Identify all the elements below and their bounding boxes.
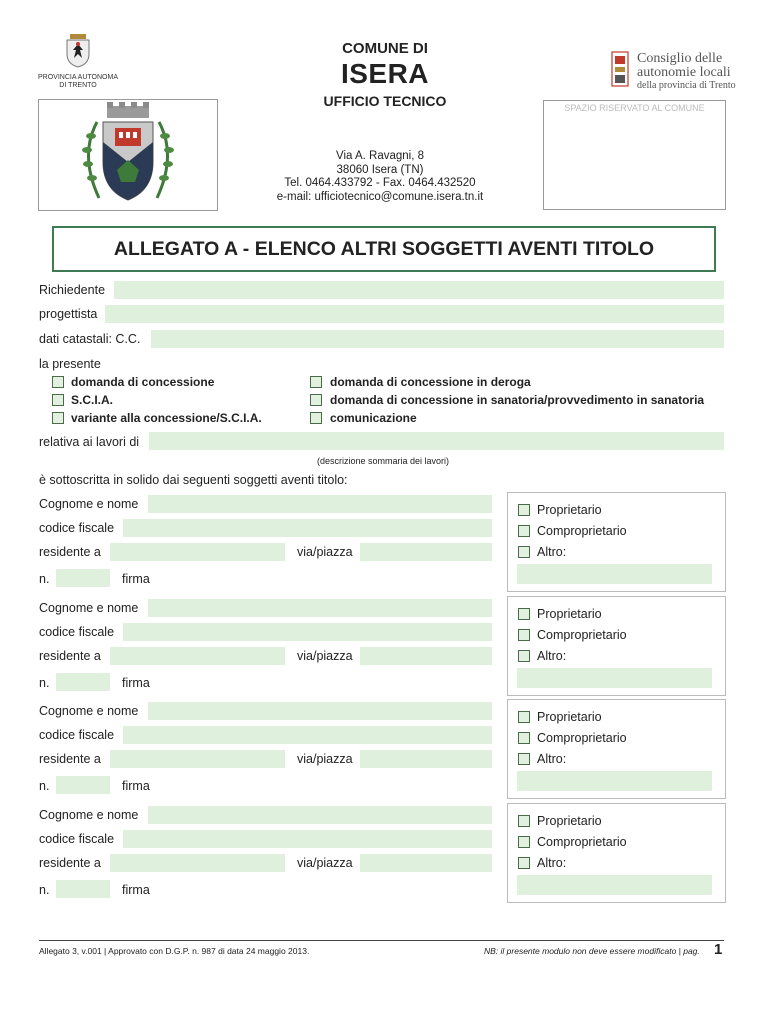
checkbox-comproprietario[interactable] [518,525,530,537]
checkbox-proprietario[interactable] [518,504,530,516]
cognome-label: Cognome e nome [39,601,139,615]
title-box [52,226,716,272]
comune-logo-box [38,99,218,211]
altro-field[interactable] [517,771,712,791]
reserved-box [543,100,726,210]
role-comproprietario: Comproprietario [537,731,627,745]
via-piazza-label: via/piazza [297,752,353,766]
role-proprietario: Proprietario [537,607,602,621]
firma-label: firma [122,883,150,897]
progettista-field[interactable] [105,305,724,323]
role-proprietario: Proprietario [537,710,602,724]
richiedente-field[interactable] [114,281,724,299]
codice-fiscale-field[interactable] [123,519,492,537]
role-altro: Altro: [537,545,567,559]
residente-label: residente a [39,752,101,766]
checkbox-comunicazione[interactable] [310,412,322,424]
checkbox-proprietario[interactable] [518,711,530,723]
altro-field[interactable] [517,668,712,688]
checkbox-sanatoria[interactable] [310,394,322,406]
numero-label: n. [39,572,50,586]
address-block: Via A. Ravagni, 8 38060 Isera (TN) Tel. 0464.433792 - Fax. 0464.432520 e-mail: ufficiotecnico@comune.isera.tn.it [276,150,484,203]
checkbox-variante[interactable] [52,412,64,424]
la-presente-label: la presente [39,357,101,371]
cognome-field[interactable] [148,599,492,617]
cognome-label: Cognome e nome [39,704,139,718]
codice-fiscale-field[interactable] [123,830,492,848]
checkbox-altro[interactable] [518,650,530,662]
role-proprietario: Proprietario [537,503,602,517]
checkbox-altro[interactable] [518,753,530,765]
role-proprietario: Proprietario [537,814,602,828]
comune-di-label: COMUNE DI [342,40,428,57]
numero-field[interactable] [56,673,110,691]
residente-field[interactable] [110,647,285,665]
council-logo-icon [610,50,630,88]
page-title: ALLEGATO A - ELENCO ALTRI SOGGETTI AVENTI TITOLO [113,238,655,260]
checkbox-proprietario[interactable] [518,608,530,620]
cognome-field[interactable] [148,702,492,720]
residente-field[interactable] [110,750,285,768]
footer-approval: Allegato 3, v.001 | Approvato con D.G.P. n. 987 di data 24 maggio 2013. [39,946,310,956]
page-number: 1 [714,941,723,958]
codice-fiscale-label: codice fiscale [39,521,115,535]
isera-coat-of-arms-icon [39,100,217,210]
numero-label: n. [39,779,50,793]
checkbox-comproprietario[interactable] [518,836,530,848]
province-name: PROVINCIA AUTONOMA DI TRENTO [38,74,118,89]
progettista-label: progettista [39,307,98,321]
relativa-label: relativa ai lavori di [39,435,140,449]
numero-label: n. [39,883,50,897]
altro-field[interactable] [517,564,712,584]
numero-field[interactable] [56,569,110,587]
via-piazza-field[interactable] [360,750,492,768]
numero-label: n. [39,676,50,690]
checkbox-domanda-concessione[interactable] [52,376,64,388]
residente-label: residente a [39,856,101,870]
residente-field[interactable] [110,854,285,872]
firma-label: firma [122,676,150,690]
checkbox-concessione-deroga[interactable] [310,376,322,388]
provincia-crest-icon [64,32,92,68]
role-comproprietario: Comproprietario [537,524,627,538]
numero-field[interactable] [56,880,110,898]
residente-label: residente a [39,545,101,559]
reserved-label: SPAZIO RISERVATO AL COMUNE [564,103,705,113]
cognome-field[interactable] [148,495,492,513]
codice-fiscale-field[interactable] [123,623,492,641]
council-name: Consiglio delle autonomie locali della provincia di Trento [637,51,736,91]
option-sanatoria: domanda di concessione in sanatoria/provvedimento in sanatoria [330,393,705,407]
office-name: UFFICIO TECNICO [323,93,447,109]
footer-note: NB: il presente modulo non deve essere modificato | pag. [484,946,700,956]
role-altro: Altro: [537,649,567,663]
residente-label: residente a [39,649,101,663]
catastali-label: dati catastali: C.C. [39,332,141,346]
via-piazza-label: via/piazza [297,856,353,870]
altro-field[interactable] [517,875,712,895]
option-concessione-deroga: domanda di concessione in deroga [330,375,531,389]
checkbox-proprietario[interactable] [518,815,530,827]
via-piazza-field[interactable] [360,854,492,872]
descrizione-hint: (descrizione sommaria dei lavori) [317,456,450,466]
firma-label: firma [122,572,150,586]
role-altro: Altro: [537,856,567,870]
cognome-label: Cognome e nome [39,497,139,511]
sottoscritta-label: è sottoscritta in solido dai seguenti soggetti aventi titolo: [39,473,348,487]
codice-fiscale-field[interactable] [123,726,492,744]
codice-fiscale-label: codice fiscale [39,832,115,846]
checkbox-altro[interactable] [518,546,530,558]
via-piazza-field[interactable] [360,647,492,665]
cognome-label: Cognome e nome [39,808,139,822]
numero-field[interactable] [56,776,110,794]
via-piazza-label: via/piazza [297,545,353,559]
option-domanda-concessione: domanda di concessione [71,375,215,389]
catastali-field[interactable] [151,330,724,348]
relativa-field[interactable] [149,432,724,450]
checkbox-comproprietario[interactable] [518,732,530,744]
checkbox-altro[interactable] [518,857,530,869]
codice-fiscale-label: codice fiscale [39,728,115,742]
checkbox-scia[interactable] [52,394,64,406]
town-name: ISERA [340,58,430,89]
role-comproprietario: Comproprietario [537,835,627,849]
checkbox-comproprietario[interactable] [518,629,530,641]
cognome-field[interactable] [148,806,492,824]
role-altro: Altro: [537,752,567,766]
option-scia: S.C.I.A. [71,393,114,407]
via-piazza-label: via/piazza [297,649,353,663]
role-comproprietario: Comproprietario [537,628,627,642]
richiedente-label: Richiedente [39,283,106,297]
via-piazza-field[interactable] [360,543,492,561]
option-comunicazione: comunicazione [330,411,417,425]
footer-line [39,940,724,941]
firma-label: firma [122,779,150,793]
codice-fiscale-label: codice fiscale [39,625,115,639]
option-variante: variante alla concessione/S.C.I.A. [71,411,262,425]
residente-field[interactable] [110,543,285,561]
